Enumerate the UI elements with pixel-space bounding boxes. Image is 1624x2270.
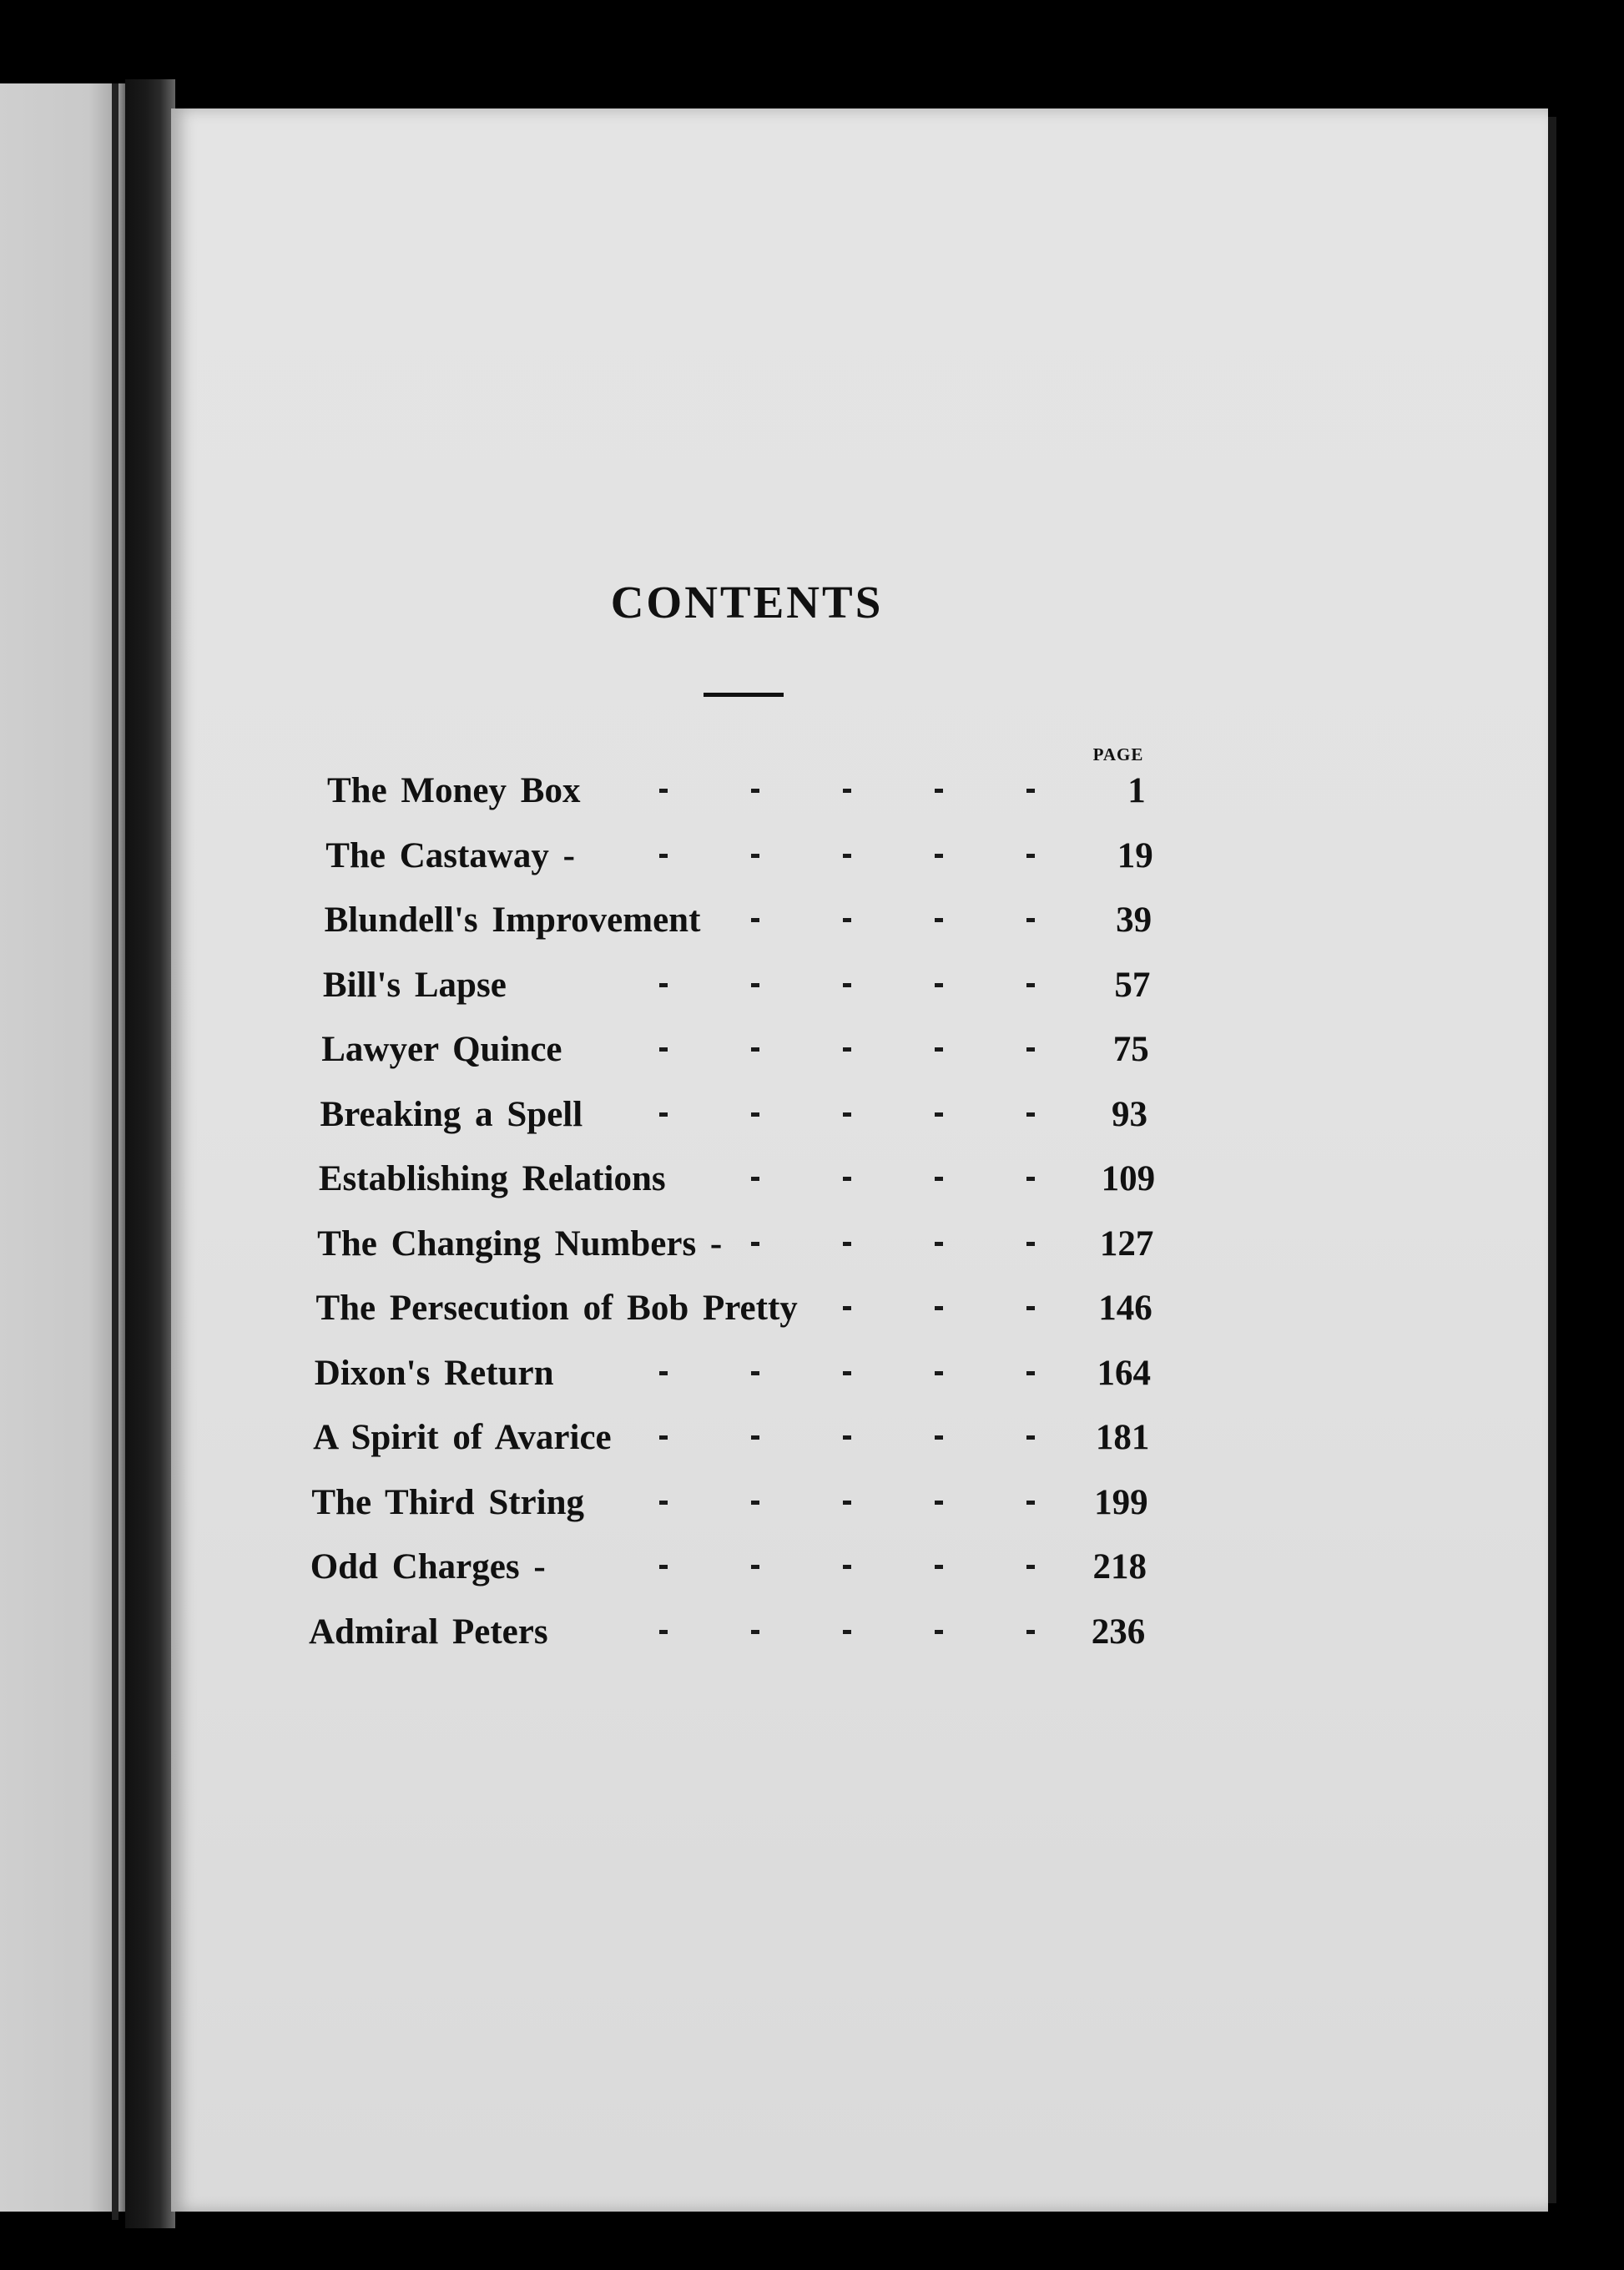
dot-leader <box>320 1090 1180 1140</box>
dot-leader <box>327 766 1187 816</box>
leader-dash <box>1026 789 1035 793</box>
page-column-label: PAGE <box>1092 744 1144 764</box>
toc-entry-title: Admiral Peters <box>309 1612 548 1652</box>
leader-dash <box>1026 1630 1035 1634</box>
leader-dash <box>843 1501 851 1505</box>
leader-dash <box>751 854 759 858</box>
toc-entry-title: The Castaway - <box>325 835 575 875</box>
toc-entry-page: 181 <box>1095 1418 1150 1457</box>
leader-dash <box>935 1306 943 1310</box>
leader-dash <box>1026 1306 1035 1310</box>
leader-dash <box>935 1047 943 1052</box>
toc-entry-title: Lawyer Quince <box>321 1030 562 1069</box>
toc-entry-page: 127 <box>1099 1223 1154 1264</box>
toc-entry[interactable] <box>319 1154 1178 1204</box>
leader-dash <box>751 1047 759 1052</box>
toc-entry-title: A Spirit of Avarice <box>313 1418 612 1457</box>
dot-leader <box>315 1284 1175 1334</box>
dot-leader <box>321 1025 1181 1075</box>
leader-dash <box>935 854 943 858</box>
leader-dash <box>935 1501 943 1505</box>
leader-dash <box>843 918 851 922</box>
leader-dash <box>751 1630 759 1634</box>
toc-entry[interactable] <box>317 1219 1177 1269</box>
toc-entry-title: Blundell's Improvement <box>324 900 701 940</box>
toc-entry[interactable] <box>327 766 1187 816</box>
toc-entry-page: 75 <box>1112 1030 1149 1069</box>
leader-dash <box>843 1242 851 1246</box>
leader-dash <box>935 1112 943 1117</box>
leader-dash <box>935 1435 943 1440</box>
toc-entry-page: 39 <box>1116 900 1152 940</box>
leader-dash <box>1026 1435 1035 1440</box>
leader-dash <box>659 983 668 987</box>
leader-dash <box>659 1501 668 1505</box>
leader-dash <box>843 1047 851 1052</box>
dot-leader <box>325 831 1185 881</box>
leader-dash <box>843 1112 851 1117</box>
leader-dash <box>751 983 759 987</box>
leader-dash <box>843 1306 851 1310</box>
leader-dash <box>751 1371 759 1375</box>
leader-dash <box>1026 983 1035 987</box>
toc-entry-page: 1 <box>1127 771 1146 810</box>
leader-dash <box>751 789 759 793</box>
leader-dash <box>935 1177 943 1181</box>
leader-dash <box>751 1177 759 1181</box>
leader-dash <box>1026 1565 1035 1569</box>
toc-entry[interactable] <box>315 1349 1174 1399</box>
toc-entry-title: Establishing Relations <box>318 1159 666 1198</box>
toc-entry-title: Odd Charges - <box>310 1547 546 1586</box>
dot-leader <box>315 1349 1174 1399</box>
leader-dash <box>843 1630 851 1634</box>
leader-dash <box>1026 918 1035 922</box>
toc-entry[interactable] <box>320 1090 1180 1140</box>
toc-entry-page: 146 <box>1098 1289 1152 1328</box>
toc-entry-page: 236 <box>1091 1612 1146 1652</box>
leader-dash <box>843 983 851 987</box>
leader-dash <box>1026 1112 1035 1117</box>
dot-leader <box>310 1542 1170 1592</box>
toc-entry-page: 164 <box>1097 1353 1152 1393</box>
dot-leader <box>323 961 1183 1011</box>
toc-entry-title: Breaking a Spell <box>320 1094 583 1134</box>
leader-dash <box>751 1435 759 1440</box>
leader-dash <box>1026 854 1035 858</box>
dot-leader <box>313 1413 1173 1463</box>
leader-dash <box>1026 1501 1035 1505</box>
leader-dash <box>843 1177 851 1181</box>
leader-dash <box>843 1565 851 1569</box>
leader-dash <box>751 1501 759 1505</box>
toc-entry[interactable] <box>315 1284 1175 1334</box>
leader-dash <box>935 789 943 793</box>
leader-dash <box>659 854 668 858</box>
leader-dash <box>751 1565 759 1569</box>
toc-entry[interactable] <box>325 831 1185 881</box>
contents-heading: CONTENTS <box>610 577 884 628</box>
toc-entry-title: Dixon's Return <box>314 1353 554 1393</box>
toc-entry[interactable] <box>325 895 1184 946</box>
leader-dash <box>659 1630 668 1634</box>
leader-dash <box>1026 1371 1035 1375</box>
dot-leader <box>317 1219 1177 1269</box>
toc-entry[interactable] <box>321 1025 1181 1075</box>
leader-dash <box>659 1435 668 1440</box>
dot-leader <box>309 1607 1168 1657</box>
leader-dash <box>843 789 851 793</box>
toc-entry-title: The Changing Numbers - <box>317 1223 723 1264</box>
leader-dash <box>751 918 759 922</box>
toc-entry[interactable] <box>309 1607 1168 1657</box>
leader-dash <box>751 1242 759 1246</box>
leader-dash <box>659 789 668 793</box>
toc-entry-title: The Persecution of Bob Pretty <box>315 1289 798 1328</box>
leader-dash <box>659 1565 668 1569</box>
toc-entry-page: 218 <box>1092 1547 1147 1586</box>
leader-dash <box>935 1371 943 1375</box>
leader-dash <box>935 1242 943 1246</box>
dot-leader <box>311 1478 1171 1528</box>
toc-entry-page: 199 <box>1094 1482 1148 1522</box>
leader-dash <box>1026 1242 1035 1246</box>
toc-entry[interactable] <box>310 1542 1170 1592</box>
toc-entry-page: 19 <box>1117 835 1153 875</box>
toc-entry-page: 57 <box>1114 965 1151 1005</box>
toc-entry-title: Bill's Lapse <box>322 965 507 1005</box>
leader-dash <box>1026 1047 1035 1052</box>
leader-dash <box>659 1371 668 1375</box>
toc-entry-title: The Money Box <box>327 771 581 810</box>
toc-entry-page: 93 <box>1112 1094 1148 1134</box>
leader-dash <box>935 1630 943 1634</box>
leader-dash <box>843 1435 851 1440</box>
leader-dash <box>659 1047 668 1052</box>
leader-dash <box>935 983 943 987</box>
leader-dash <box>843 854 851 858</box>
toc-entry[interactable] <box>313 1413 1173 1463</box>
leader-dash <box>935 918 943 922</box>
leader-dash <box>935 1565 943 1569</box>
dot-leader <box>319 1154 1178 1204</box>
leader-dash <box>843 1371 851 1375</box>
toc-entry[interactable] <box>311 1478 1171 1528</box>
toc-entry-page: 109 <box>1101 1159 1156 1198</box>
dot-leader <box>325 895 1184 946</box>
toc-entry[interactable] <box>323 961 1183 1011</box>
leader-dash <box>659 1112 668 1117</box>
leader-dash <box>1026 1177 1035 1181</box>
leader-dash <box>751 1112 759 1117</box>
toc-entry-title: The Third String <box>311 1482 585 1522</box>
